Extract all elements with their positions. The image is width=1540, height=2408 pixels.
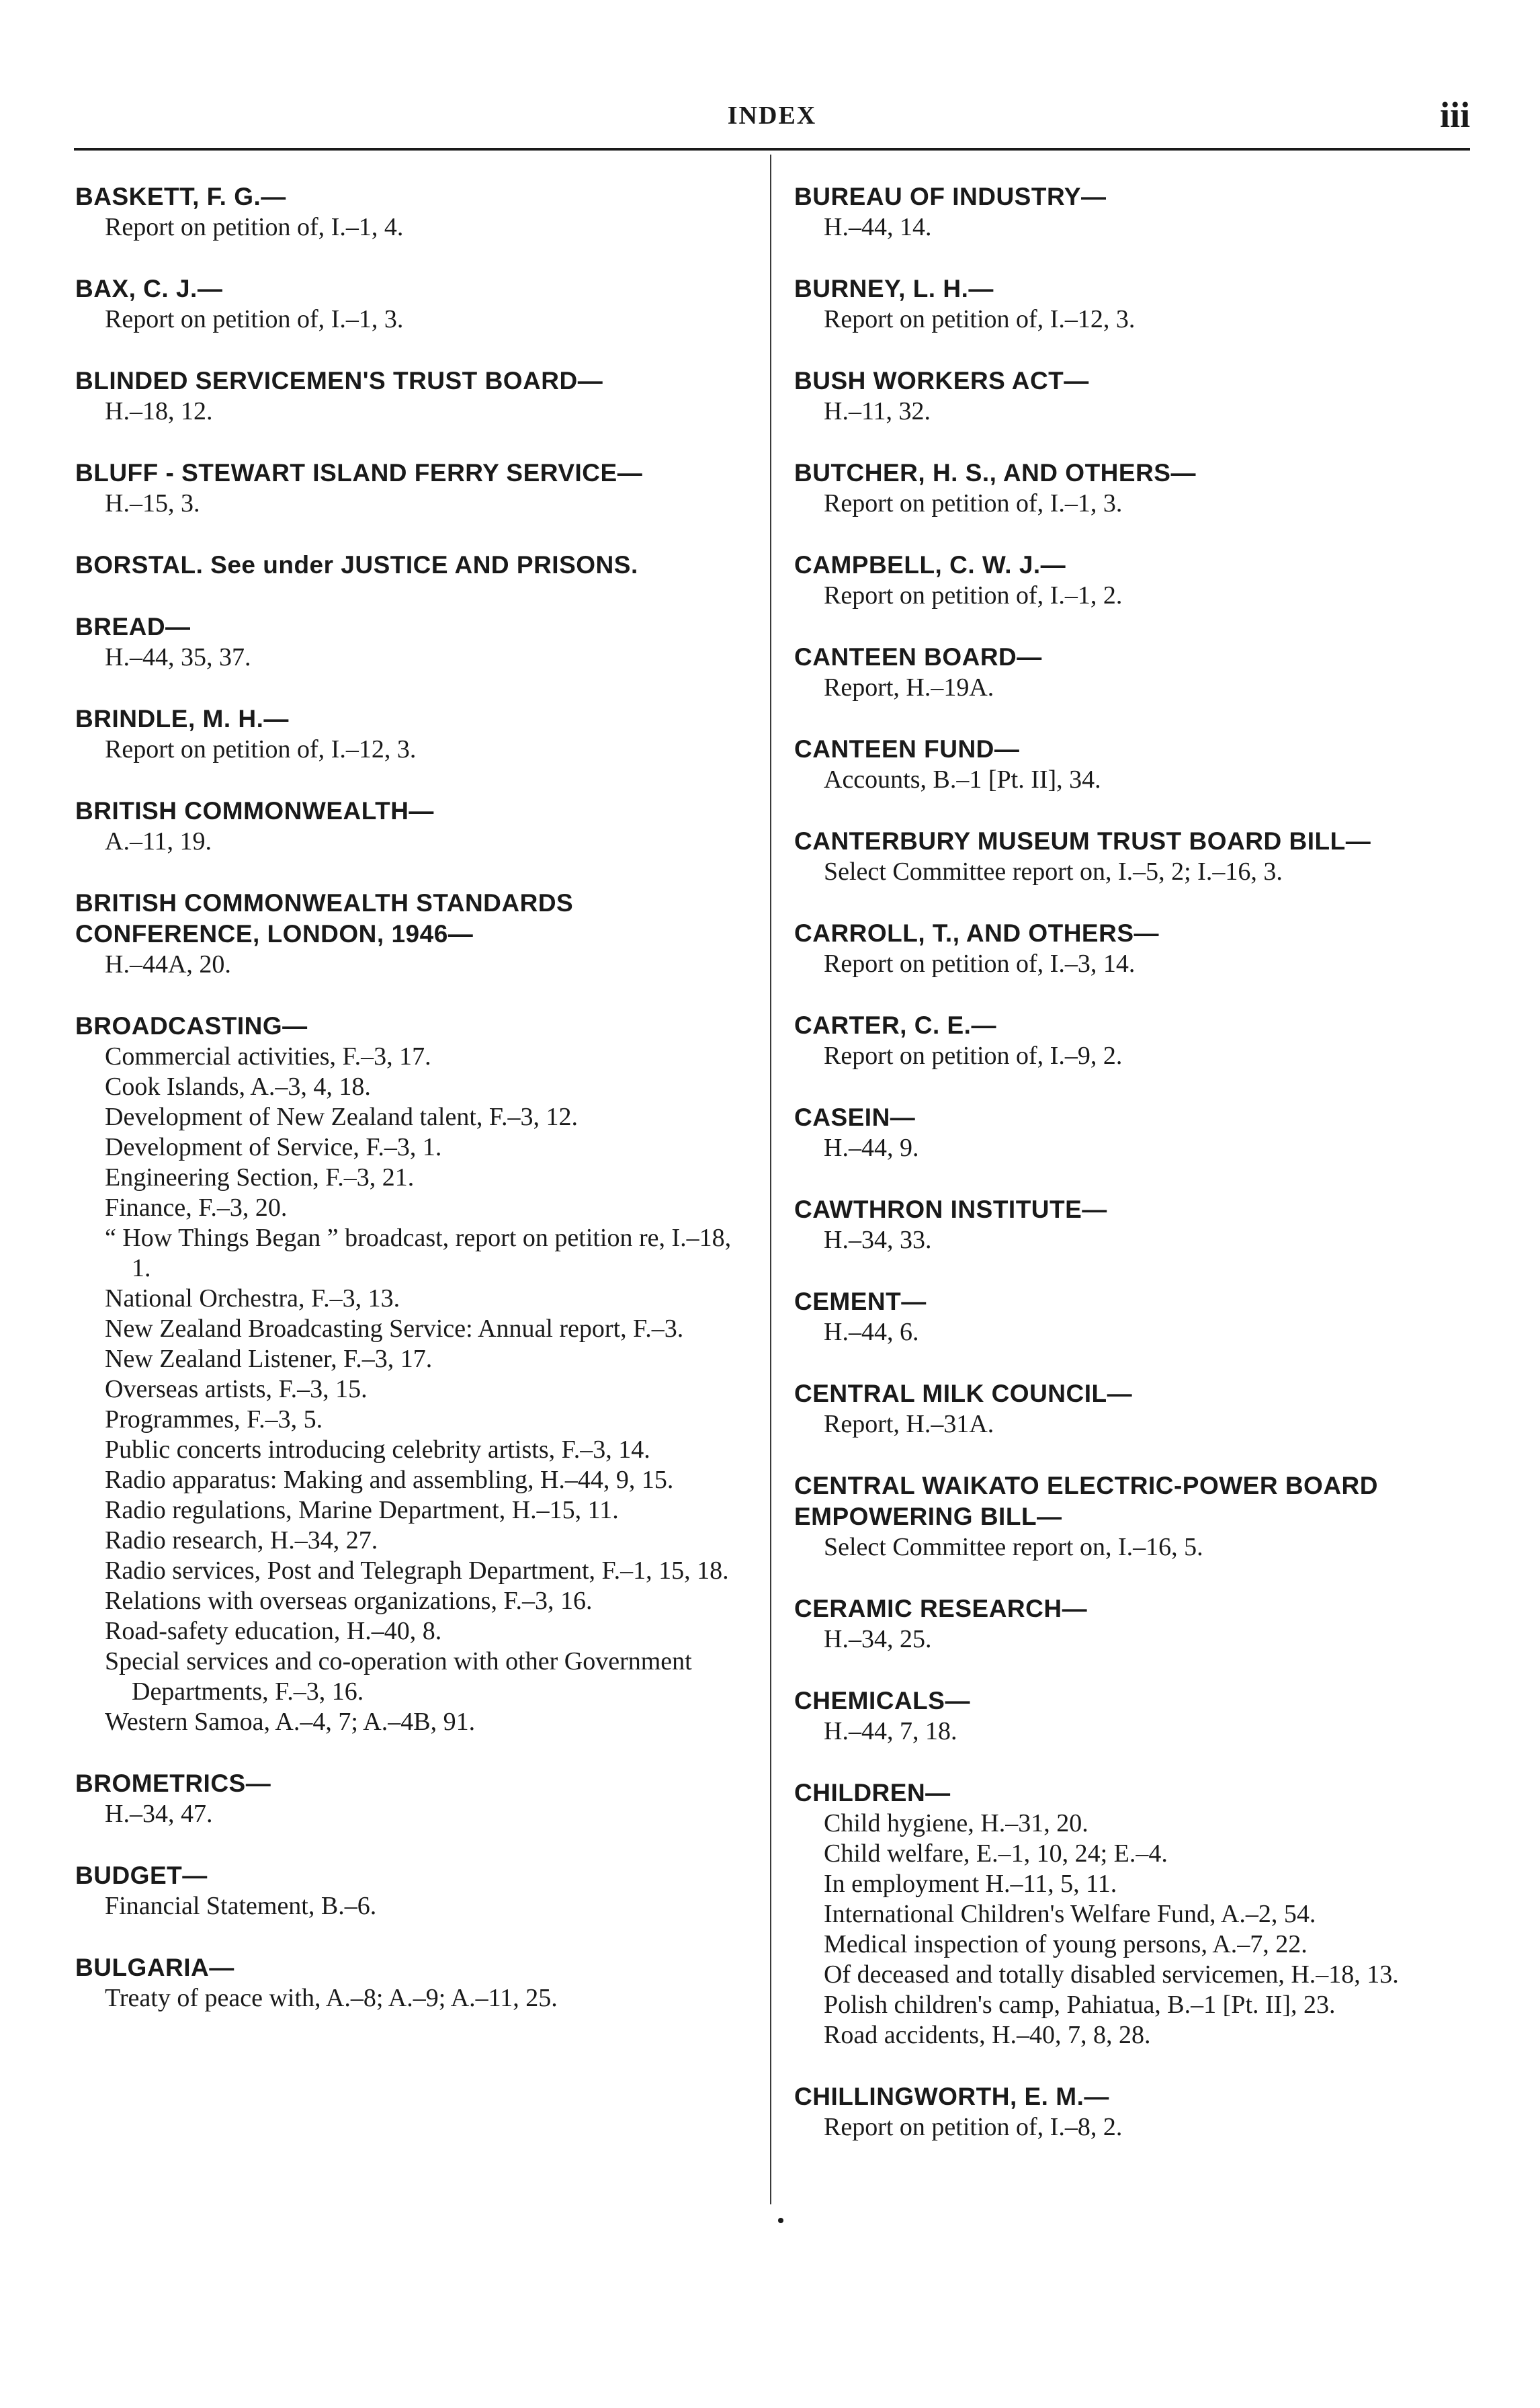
index-entry <box>794 734 1473 795</box>
entry-heading: BUREAU OF INDUSTRY— <box>794 183 1107 210</box>
index-entry <box>794 826 1473 887</box>
entry-reference: Report on petition of, I.–8, 2. <box>824 2113 1123 2141</box>
entry-reference: Report, H.–31A. <box>824 1410 994 1438</box>
entry-heading: CANTERBURY MUSEUM TRUST BOARD BILL— <box>794 827 1371 855</box>
entry-reference: H.–15, 3. <box>105 489 200 517</box>
entry-subitem: In employment H.–11, 5, 11. <box>824 1870 1117 1898</box>
entry-subitem: Child welfare, E.–1, 10, 24; E.–4. <box>824 1839 1168 1868</box>
entry-reference: Treaty of peace with, A.–8; A.–9; A.–11, 25. <box>105 1984 558 2012</box>
entry-heading: BLINDED SERVICEMEN'S TRUST BOARD— <box>75 367 603 395</box>
entry-subitem: Child hygiene, H.–31, 20. <box>824 1809 1088 1837</box>
entry-subitem: National Orchestra, F.–3, 13. <box>105 1284 400 1313</box>
right-column <box>794 181 1473 2173</box>
entry-heading: CARTER, C. E.— <box>794 1011 996 1039</box>
index-entry <box>794 274 1473 335</box>
index-entry <box>75 796 754 857</box>
index-entry <box>794 458 1473 519</box>
index-entry <box>794 181 1473 243</box>
entry-subitem: Development of Service, F.–3, 1. <box>105 1133 442 1161</box>
index-entry <box>794 550 1473 611</box>
entry-heading: CANTEEN FUND— <box>794 735 1020 763</box>
index-entry <box>75 181 754 243</box>
page-header <box>74 94 1470 148</box>
index-entry <box>75 274 754 335</box>
entry-heading: CENTRAL WAIKATO ELECTRIC-POWER BOARD EMPOWERING BILL— <box>794 1472 1378 1530</box>
index-entry <box>794 1778 1473 2050</box>
entry-heading: BRITISH COMMONWEALTH STANDARDS CONFERENCE, LONDON, 1946— <box>75 889 574 948</box>
entry-subitem: Of deceased and totally disabled servicemen, H.–18, 13. <box>824 1960 1399 1989</box>
entry-reference: Report on petition of, I.–1, 4. <box>105 213 404 241</box>
entry-heading: CENTRAL MILK COUNCIL— <box>794 1380 1133 1407</box>
index-entry <box>75 704 754 765</box>
index-entry <box>794 642 1473 703</box>
index-entry <box>75 1768 754 1829</box>
index-entry <box>75 550 754 581</box>
entry-subitem: Radio services, Post and Telegraph Department, F.–1, 15, 18. <box>105 1556 729 1585</box>
index-entry <box>75 366 754 427</box>
entry-reference: Accounts, B.–1 [Pt. II], 34. <box>824 765 1101 794</box>
entry-heading: CHILDREN— <box>794 1779 951 1807</box>
entry-heading: CASEIN— <box>794 1104 916 1131</box>
entry-subitem: International Children's Welfare Fund, A.–2, 54. <box>824 1900 1316 1928</box>
index-entry <box>75 1860 754 1921</box>
entry-reference: Report on petition of, I.–12, 3. <box>105 735 417 763</box>
index-entry <box>794 2081 1473 2143</box>
entry-reference: H.–18, 12. <box>105 397 213 425</box>
index-entry <box>794 1470 1473 1563</box>
entry-heading: CARROLL, T., AND OTHERS— <box>794 919 1160 947</box>
entry-heading: BASKETT, F. G.— <box>75 183 286 210</box>
header-rule <box>74 148 1470 151</box>
index-entry <box>794 1593 1473 1655</box>
index-entry <box>794 1286 1473 1347</box>
entry-subitem: Public concerts introducing celebrity artists, F.–3, 14. <box>105 1436 650 1464</box>
page-mark <box>778 2218 783 2223</box>
entry-heading: CERAMIC RESEARCH— <box>794 1595 1088 1622</box>
entry-heading: BLUFF - STEWART ISLAND FERRY SERVICE— <box>75 459 643 487</box>
entry-heading: CAMPBELL, C. W. J.— <box>794 551 1066 579</box>
entry-heading: BUTCHER, H. S., AND OTHERS— <box>794 459 1196 487</box>
entry-heading: BRINDLE, M. H.— <box>75 705 289 733</box>
entry-heading: BUDGET— <box>75 1862 208 1889</box>
index-entry <box>75 888 754 980</box>
entry-heading: BRITISH COMMONWEALTH— <box>75 797 434 825</box>
index-entry <box>75 1011 754 1737</box>
entry-subitem: Engineering Section, F.–3, 21. <box>105 1163 415 1192</box>
page-title: INDEX <box>727 101 817 130</box>
entry-subitem: New Zealand Broadcasting Service: Annual report, F.–3. <box>105 1315 684 1343</box>
entry-heading: BREAD— <box>75 613 191 640</box>
entry-reference: Select Committee report on, I.–16, 5. <box>824 1533 1203 1561</box>
entry-reference: H.–44A, 20. <box>105 950 231 979</box>
entry-subitem: Radio apparatus: Making and assembling, H.–44, 9, 15. <box>105 1466 674 1494</box>
entry-reference: H.–44, 9. <box>824 1134 919 1162</box>
entry-reference: H.–44, 7, 18. <box>824 1717 957 1745</box>
entry-heading: BULGARIA— <box>75 1954 234 1981</box>
index-entry <box>794 1102 1473 1163</box>
entry-reference: Financial Statement, B.–6. <box>105 1892 377 1920</box>
entry-heading: CHEMICALS— <box>794 1687 970 1714</box>
entry-heading: CANTEEN BOARD— <box>794 643 1042 671</box>
entry-subitem: “ How Things Began ” broadcast, report on petition re, I.–18, 1. <box>105 1224 732 1282</box>
entry-subitem: Road-safety education, H.–40, 8. <box>105 1617 442 1645</box>
entry-subitem: Relations with overseas organizations, F.–3, 16. <box>105 1587 593 1615</box>
entry-subitem: Special services and co-operation with other Government Departments, F.–3, 16. <box>105 1647 692 1706</box>
entry-heading: BAX, C. J.— <box>75 275 223 302</box>
entry-reference: H.–44, 6. <box>824 1318 919 1346</box>
entry-subitem: Cook Islands, A.–3, 4, 18. <box>105 1073 371 1101</box>
entry-reference: Report on petition of, I.–9, 2. <box>824 1042 1123 1070</box>
entry-reference: Select Committee report on, I.–5, 2; I.–16, 3. <box>824 858 1283 886</box>
entry-heading: CEMENT— <box>794 1288 927 1315</box>
entry-subitem: New Zealand Listener, F.–3, 17. <box>105 1345 433 1373</box>
entry-reference: Report on petition of, I.–12, 3. <box>824 305 1136 333</box>
index-entry <box>794 1010 1473 1071</box>
entry-heading: BURNEY, L. H.— <box>794 275 994 302</box>
entry-subitem: Radio research, H.–34, 27. <box>105 1526 378 1554</box>
index-entry <box>794 366 1473 427</box>
entry-subitem: Commercial activities, F.–3, 17. <box>105 1042 431 1071</box>
entry-heading: BORSTAL. See under JUSTICE AND PRISONS. <box>75 551 638 579</box>
entry-reference: Report on petition of, I.–1, 3. <box>105 305 404 333</box>
entry-heading: CAWTHRON INSTITUTE— <box>794 1196 1107 1223</box>
entry-subitem: Overseas artists, F.–3, 15. <box>105 1375 368 1403</box>
entry-reference: H.–34, 25. <box>824 1625 932 1653</box>
entry-reference: H.–34, 47. <box>105 1800 213 1828</box>
entry-reference: Report on petition of, I.–1, 3. <box>824 489 1123 517</box>
left-column <box>75 181 754 2044</box>
entry-heading: BROMETRICS— <box>75 1770 271 1797</box>
entry-heading: BROADCASTING— <box>75 1012 308 1040</box>
entry-reference: Report on petition of, I.–3, 14. <box>824 950 1136 978</box>
entry-reference: H.–34, 33. <box>824 1226 932 1254</box>
entry-reference: A.–11, 19. <box>105 827 212 856</box>
entry-heading: CHILLINGWORTH, E. M.— <box>794 2083 1109 2110</box>
entry-reference: Report, H.–19A. <box>824 673 994 702</box>
entry-reference: Report on petition of, I.–1, 2. <box>824 581 1123 610</box>
column-divider <box>770 155 771 2204</box>
entry-subitem: Medical inspection of young persons, A.–7, 22. <box>824 1930 1308 1958</box>
entry-subitem: Finance, F.–3, 20. <box>105 1194 288 1222</box>
entry-subitem: Development of New Zealand talent, F.–3, 12. <box>105 1103 578 1131</box>
entry-subitem: Radio regulations, Marine Department, H.–15, 11. <box>105 1496 619 1524</box>
entry-subitem: Road accidents, H.–40, 7, 8, 28. <box>824 2021 1151 2049</box>
entry-subitem: Polish children's camp, Pahiatua, B.–1 [Pt. II], 23. <box>824 1991 1336 2019</box>
index-entry <box>794 1378 1473 1440</box>
entry-reference: H.–44, 35, 37. <box>105 643 251 671</box>
index-entry <box>75 1952 754 2013</box>
index-entry <box>794 918 1473 979</box>
entry-reference: H.–11, 32. <box>824 397 931 425</box>
index-entry <box>75 612 754 673</box>
entry-subitem: Programmes, F.–3, 5. <box>105 1405 323 1434</box>
index-entry <box>794 1686 1473 1747</box>
entry-subitem: Western Samoa, A.–4, 7; A.–4B, 91. <box>105 1708 476 1736</box>
entry-heading: BUSH WORKERS ACT— <box>794 367 1089 395</box>
entry-reference: H.–44, 14. <box>824 213 932 241</box>
index-entry <box>75 458 754 519</box>
index-entry <box>794 1194 1473 1255</box>
page-number: iii <box>1439 95 1470 135</box>
